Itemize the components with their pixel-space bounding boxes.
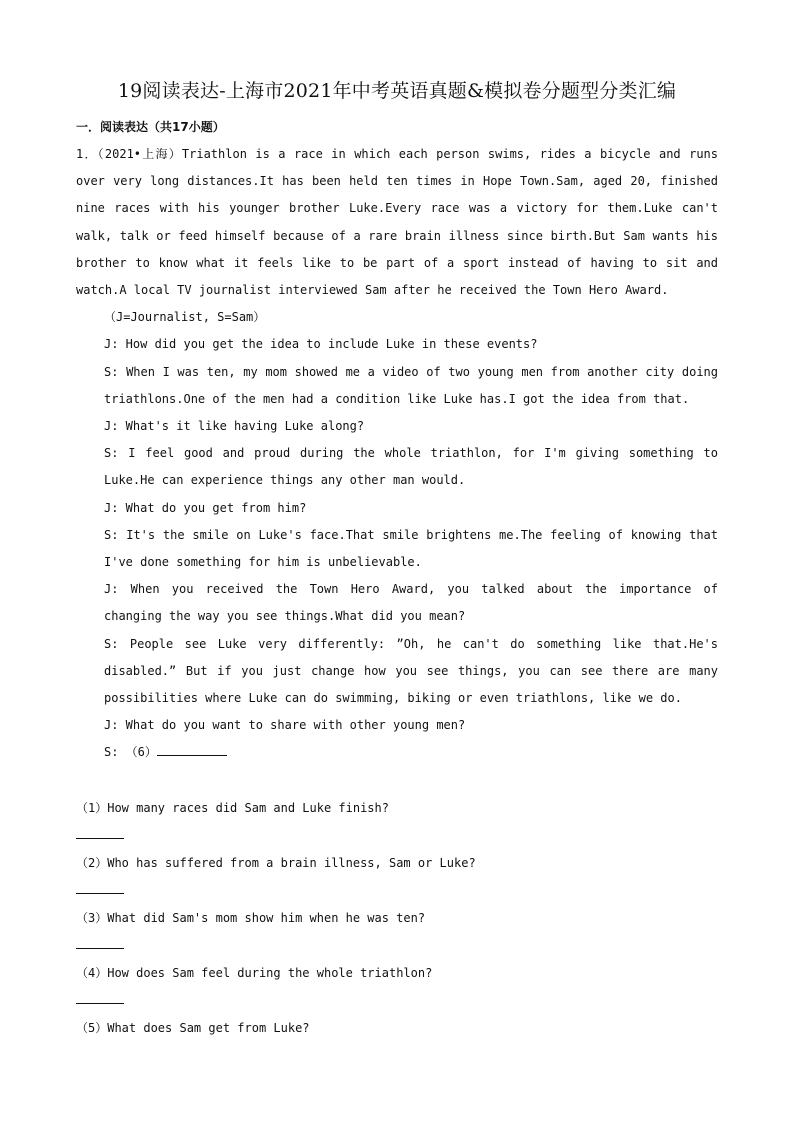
answer-line[interactable]	[76, 985, 124, 1004]
passage	[76, 141, 718, 767]
question-item: （1）How many races did Sam and Luke finish?	[76, 801, 389, 815]
dialogue-last-line	[76, 739, 718, 766]
dialogue-line: J: What's it like having Luke along?	[104, 419, 365, 434]
dialogue-line: S: People see Luke very differently: ”Oh, he can't do something like that.He's disabled.” But if you just change how you see things, you can see there are many possibilities where Luke can do swimming, biking or even triathlons, like we do.	[104, 636, 718, 706]
section-heading: 一．阅读表达（共17小题）	[76, 120, 225, 134]
answer-line[interactable]	[76, 930, 124, 949]
answer-line[interactable]	[76, 820, 124, 839]
dialogue-line: S: I feel good and proud during the whole triathlon, for I'm giving something to Luke.He can experience things any other man would.	[104, 446, 718, 488]
dialogue-line: J: What do you want to share with other young men?	[104, 718, 466, 733]
last-line-prefix: S: （6）	[104, 745, 157, 760]
speaker-key: （J=Journalist, S=Sam）	[104, 310, 266, 325]
answer-line[interactable]	[76, 875, 124, 894]
question-list	[76, 796, 718, 1040]
dialogue-line: J: How did you get the idea to include Luke in these events?	[104, 337, 538, 352]
passage-intro: 1．（2021•上海）Triathlon is a race in which each person swims, rides a bicycle and runs over very long distances.It has been held ten times in Hope Town.Sam, aged 20, finished nine races with his younger brother Luke.Every race was a victory for them.Luke can't walk, talk or feed himself because of a rare brain illness since birth.But Sam wants his brother to know what it feels like to be part of a sport instead of having to sit and watch.A local TV journalist interviewed Sam after he received the Town Hero Award.	[76, 147, 718, 298]
question-item: （3）What did Sam's mom show him when he was ten?	[76, 911, 426, 925]
dialogue-line: S: When I was ten, my mom showed me a video of two young men from another city doing triathlons.One of the men had a condition like Luke has.I got the idea from that.	[104, 364, 718, 406]
answer-blank-6[interactable]	[157, 743, 227, 756]
question-item: （5）What does Sam get from Luke?	[76, 1021, 310, 1035]
dialogue-line: J: What do you get from him?	[104, 500, 307, 515]
dialogue-line: S: It's the smile on Luke's face.That smile brightens me.The feeling of knowing that I've done something for him is unbelievable.	[104, 527, 718, 570]
document-title: 19阅读表达-上海市2021年中考英语真题&模拟卷分题型分类汇编	[117, 80, 677, 102]
question-item: （2）Who has suffered from a brain illness, Sam or Luke?	[76, 856, 476, 870]
question-item: （4）How does Sam feel during the whole triathlon?	[76, 966, 433, 980]
dialogue-line: J: When you received the Town Hero Award, you talked about the importance of changing the way you see things.What did you mean?	[104, 582, 718, 624]
